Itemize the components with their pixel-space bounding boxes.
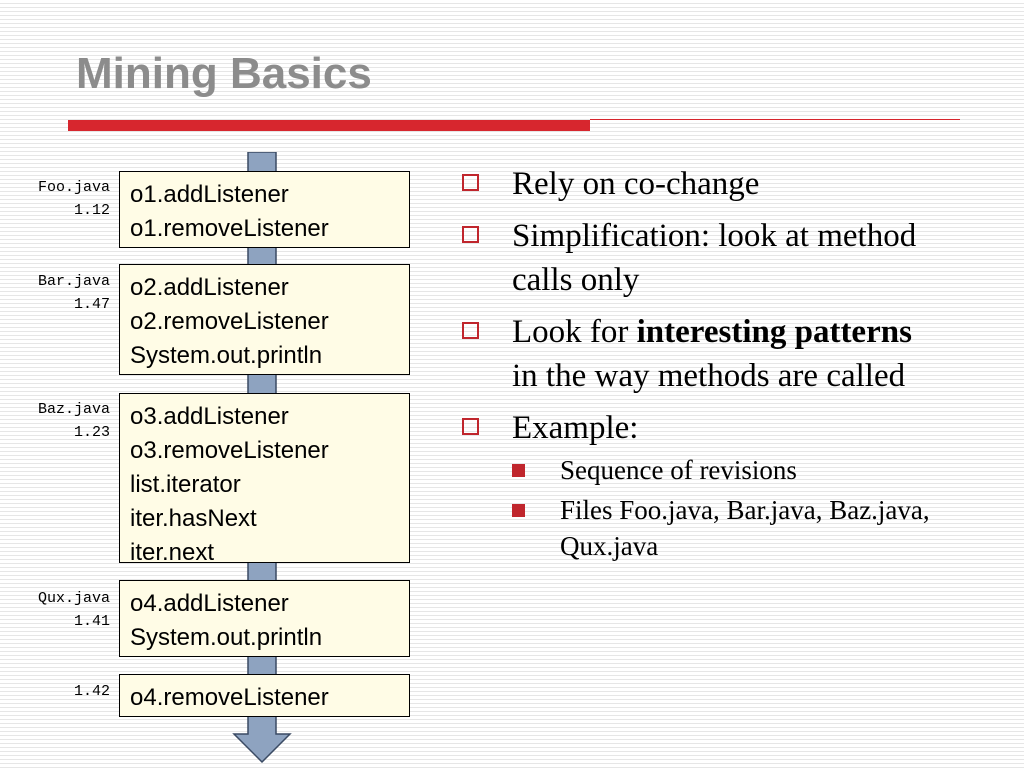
revision-label (14, 398, 110, 444)
revision-label (14, 176, 110, 222)
file-name: Qux.java (37, 590, 110, 607)
bullet-text-prefix: Look for (512, 314, 637, 350)
method-call: o2.removeListener (130, 308, 329, 335)
bullet-item (462, 406, 932, 564)
hollow-square-icon (462, 322, 479, 339)
revision-number: 1.41 (73, 613, 110, 630)
method-call: list.iterator (130, 471, 241, 498)
hollow-square-icon (462, 174, 479, 191)
method-call: iter.next (130, 539, 215, 563)
bullet-text: Rely on co-change (512, 166, 760, 202)
sub-bullet-list (512, 452, 932, 564)
title-underline-line (590, 119, 960, 120)
bullet-text-suffix: in the way methods are called (512, 358, 906, 394)
revision-box (119, 171, 410, 248)
revision-box (119, 264, 410, 375)
method-call: System.out.println (130, 342, 323, 369)
bullet-item (462, 162, 932, 206)
method-call: System.out.println (130, 624, 323, 651)
method-call: o2.addListener (130, 274, 289, 301)
revision-label (14, 680, 110, 703)
file-name: Foo.java (37, 179, 110, 196)
file-name: Baz.java (37, 401, 110, 418)
slide-title: Mining Basics (76, 49, 372, 98)
hollow-square-icon (462, 226, 479, 243)
revision-label (14, 270, 110, 316)
bullet-list (462, 162, 932, 572)
bullet-text: Example: (512, 410, 639, 446)
revision-number: 1.42 (73, 683, 110, 700)
sub-bullet-item (512, 492, 932, 564)
revision-box (119, 393, 410, 563)
filled-square-icon (512, 504, 525, 517)
file-name: Bar.java (37, 273, 110, 290)
revision-label (14, 587, 110, 633)
bullet-item (462, 310, 932, 398)
method-call: o1.addListener (130, 181, 289, 208)
sub-bullet-item (512, 452, 932, 488)
method-call: o3.addListener (130, 403, 289, 430)
sub-bullet-text: Files Foo.java, Bar.java, Baz.java, Qux.java (560, 495, 930, 561)
revision-number: 1.23 (73, 424, 110, 441)
bullet-item (462, 214, 932, 302)
method-call: o3.removeListener (130, 437, 329, 464)
bullet-text: Simplification: look at method calls only (512, 218, 917, 298)
sub-bullet-text: Sequence of revisions (560, 455, 797, 485)
method-call: o1.removeListener (130, 215, 329, 242)
hollow-square-icon (462, 418, 479, 435)
title-underline-bar (68, 120, 590, 131)
filled-square-icon (512, 464, 525, 477)
revision-number: 1.47 (73, 296, 110, 313)
method-call: iter.hasNext (130, 505, 257, 532)
method-call: o4.removeListener (130, 684, 329, 711)
method-call: o4.addListener (130, 590, 289, 617)
revision-box (119, 674, 410, 717)
bullet-text-emphasis: interesting patterns (636, 314, 912, 350)
revision-number: 1.12 (73, 202, 110, 219)
revision-box (119, 580, 410, 657)
